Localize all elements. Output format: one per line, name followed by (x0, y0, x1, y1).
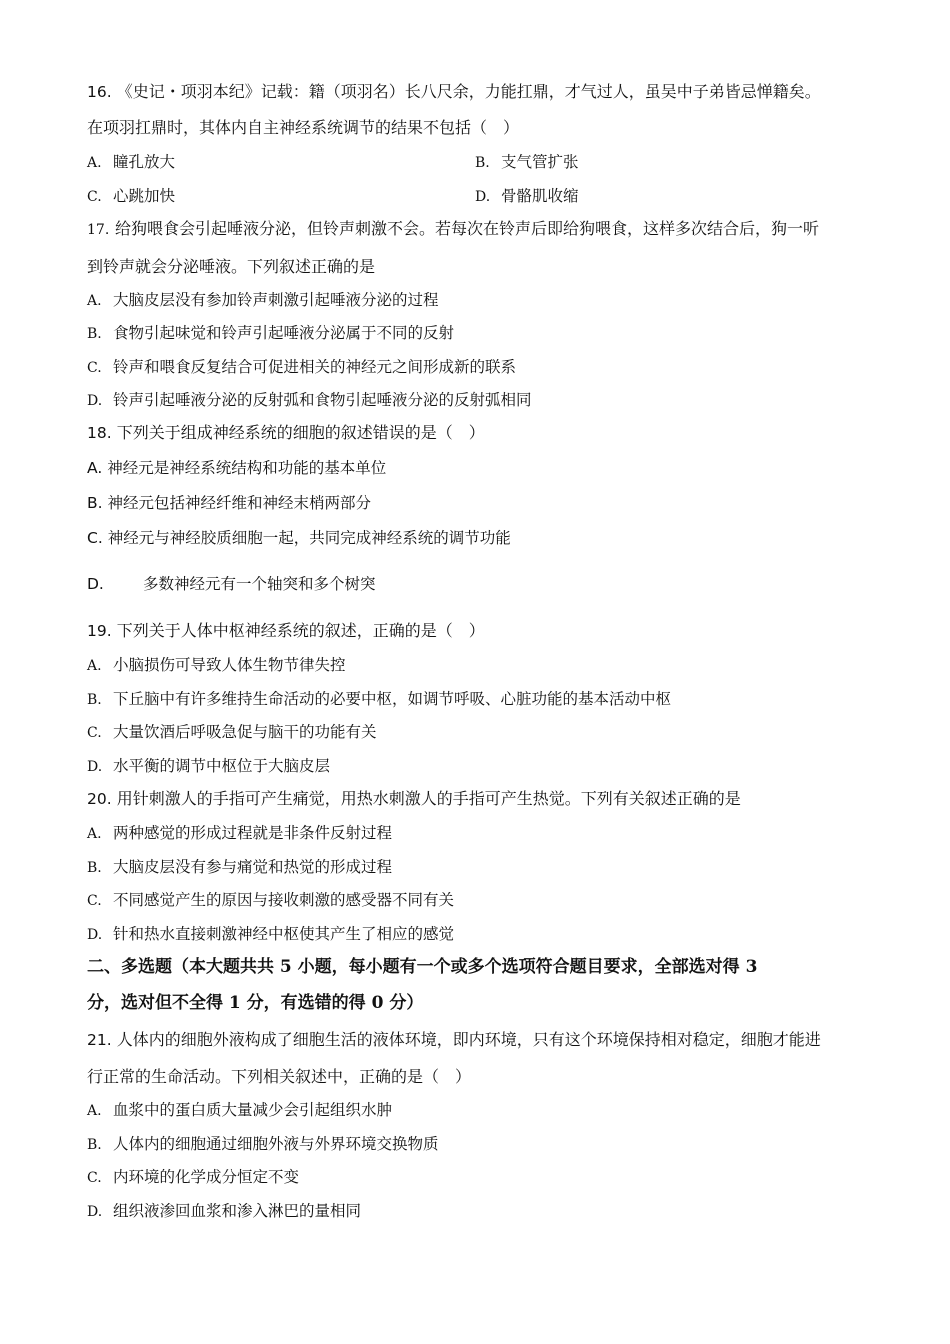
option-text: 神经元是神经系统结构和功能的基本单位 (107, 459, 387, 477)
option-letter: A. (87, 293, 102, 309)
q18-option-b[interactable] (87, 493, 371, 513)
option-text: 针和热水直接刺激神经中枢使其产生了相应的感觉 (113, 925, 455, 943)
option-letter: A. (87, 459, 103, 477)
option-text: 大脑皮层没有参加铃声刺激引起唾液分泌的过程 (113, 291, 439, 309)
option-text: 心跳加快 (113, 187, 176, 205)
option-text: 下丘脑中有许多维持生命活动的必要中枢，如调节呼吸、心脏功能的基本活动中枢 (113, 690, 672, 708)
option-text: 铃声引起唾液分泌的反射弧和食物引起唾液分泌的反射弧相同 (113, 391, 532, 409)
option-text: 铃声和喂食反复结合可促进相关的神经元之间形成新的联系 (113, 358, 517, 376)
q19-option-a[interactable] (87, 655, 346, 676)
q16-option-c[interactable] (87, 186, 175, 207)
option-letter: B. (87, 494, 103, 512)
option-text: 不同感觉产生的原因与接收刺激的感受器不同有关 (113, 891, 455, 909)
q19-text: 下列关于人体中枢神经系统的叙述，正确的是（ ） (116, 621, 485, 640)
option-text: 小脑损伤可导致人体生物节律失控 (113, 656, 346, 674)
q17-option-a[interactable] (87, 290, 439, 311)
q20-option-c[interactable] (87, 890, 454, 911)
q18-option-c[interactable] (87, 528, 511, 548)
q16-stem-line1 (87, 82, 821, 102)
q18-stem (87, 423, 485, 443)
q20-number: 20. (87, 790, 112, 808)
option-text: 组织液渗回血浆和渗入淋巴的量相同 (113, 1202, 362, 1220)
q20-option-a[interactable] (87, 823, 392, 844)
option-text: 骨骼肌收缩 (501, 187, 579, 205)
q17-option-c[interactable] (87, 357, 516, 378)
q20-stem (87, 789, 741, 809)
option-letter: A. (87, 658, 102, 674)
q19-option-c[interactable] (87, 722, 377, 743)
option-text: 水平衡的调节中枢位于大脑皮层 (113, 757, 331, 775)
q17-stem-line1 (87, 219, 819, 240)
option-text: 食物引起味觉和铃声引起唾液分泌属于不同的反射 (113, 324, 455, 342)
option-letter: C. (87, 529, 103, 547)
q18-number: 18. (87, 424, 112, 442)
q20-text: 用针刺激人的手指可产生痛觉，用热水刺激人的手指可产生热觉。下列有关叙述正确的是 (116, 789, 741, 808)
q19-option-b[interactable] (87, 689, 671, 710)
option-letter: D. (87, 393, 103, 409)
option-letter: A. (87, 155, 102, 171)
q16-number: 16. (87, 83, 112, 101)
option-text: 多数神经元有一个轴突和多个树突 (143, 575, 376, 593)
q16-option-b[interactable] (475, 152, 579, 173)
q21-text: 人体内的细胞外液构成了细胞生活的液体环境，即内环境，只有这个环境保持相对稳定，细胞才能进 (116, 1030, 821, 1049)
section-heading-line2: 分，选对但不全得 1 分，有选错的得 0 分） (87, 993, 424, 1013)
q17-stem-line2: 到铃声就会分泌唾液。下列叙述正确的是 (87, 257, 376, 276)
q21-stem-line1 (87, 1030, 821, 1050)
q21-option-a[interactable] (87, 1100, 392, 1121)
option-letter: D. (475, 189, 491, 205)
q16-option-d[interactable] (475, 186, 579, 207)
q19-option-d[interactable] (87, 756, 330, 777)
q21-option-c[interactable] (87, 1167, 299, 1188)
q19-stem (87, 621, 485, 641)
option-letter: C. (87, 189, 102, 205)
option-letter: D. (87, 927, 103, 943)
q17-option-b[interactable] (87, 323, 454, 344)
option-text: 人体内的细胞通过细胞外液与外界环境交换物质 (113, 1135, 439, 1153)
q18-text: 下列关于组成神经系统的细胞的叙述错误的是（ ） (116, 423, 485, 442)
q17-text: 给狗喂食会引起唾液分泌，但铃声刺激不会。若每次在铃声后即给狗喂食，这样多次结合后，狗一听 (115, 219, 820, 238)
q21-stem-line2: 行正常的生命活动。下列相关叙述中，正确的是（ ） (87, 1067, 472, 1086)
option-text: 瞳孔放大 (113, 153, 176, 171)
q18-option-d[interactable] (87, 574, 376, 594)
q18-option-a[interactable] (87, 458, 386, 478)
option-text: 神经元与神经胶质细胞一起，共同完成神经系统的调节功能 (107, 529, 511, 547)
option-letter: C. (87, 1170, 102, 1186)
option-text: 血浆中的蛋白质大量减少会引起组织水肿 (113, 1101, 393, 1119)
option-letter: B. (87, 860, 102, 876)
option-letter: C. (87, 360, 102, 376)
option-letter: A. (87, 1103, 102, 1119)
option-text: 大量饮酒后呼吸急促与脑干的功能有关 (113, 723, 377, 741)
option-text: 大脑皮层没有参与痛觉和热觉的形成过程 (113, 858, 393, 876)
q21-number: 21. (87, 1031, 112, 1049)
option-letter: B. (87, 1137, 102, 1153)
q19-number: 19. (87, 622, 112, 640)
option-letter: A. (87, 826, 102, 842)
q17-option-d[interactable] (87, 390, 532, 411)
section-heading-line1: 二、多选题（本大题共共 5 小题，每小题有一个或多个选项符合题目要求，全部选对得 3 (87, 957, 758, 977)
option-letter: B. (87, 692, 102, 708)
q20-option-b[interactable] (87, 857, 392, 878)
option-letter: D. (87, 575, 104, 593)
option-text: 内环境的化学成分恒定不变 (113, 1168, 300, 1186)
option-text: 神经元包括神经纤维和神经末梢两部分 (107, 494, 372, 512)
q20-option-d[interactable] (87, 924, 454, 945)
option-letter: B. (475, 155, 490, 171)
option-text: 支气管扩张 (501, 153, 579, 171)
q21-option-b[interactable] (87, 1134, 439, 1155)
q16-text: 《史记・项羽本纪》记载：籍（项羽名）长八尺余，力能扛鼎，才气过人，虽吴中子弟皆忌惮籍矣。 (116, 82, 821, 101)
q16-stem-line2: 在项羽扛鼎时，其体内自主神经系统调节的结果不包括（ ） (87, 118, 520, 137)
option-letter: C. (87, 893, 102, 909)
q17-number: 17. (87, 222, 110, 238)
q16-option-a[interactable] (87, 152, 175, 173)
option-letter: D. (87, 1204, 103, 1220)
option-letter: C. (87, 725, 102, 741)
option-text: 两种感觉的形成过程就是非条件反射过程 (113, 824, 393, 842)
q21-option-d[interactable] (87, 1201, 361, 1222)
option-letter: B. (87, 326, 102, 342)
option-letter: D. (87, 759, 103, 775)
